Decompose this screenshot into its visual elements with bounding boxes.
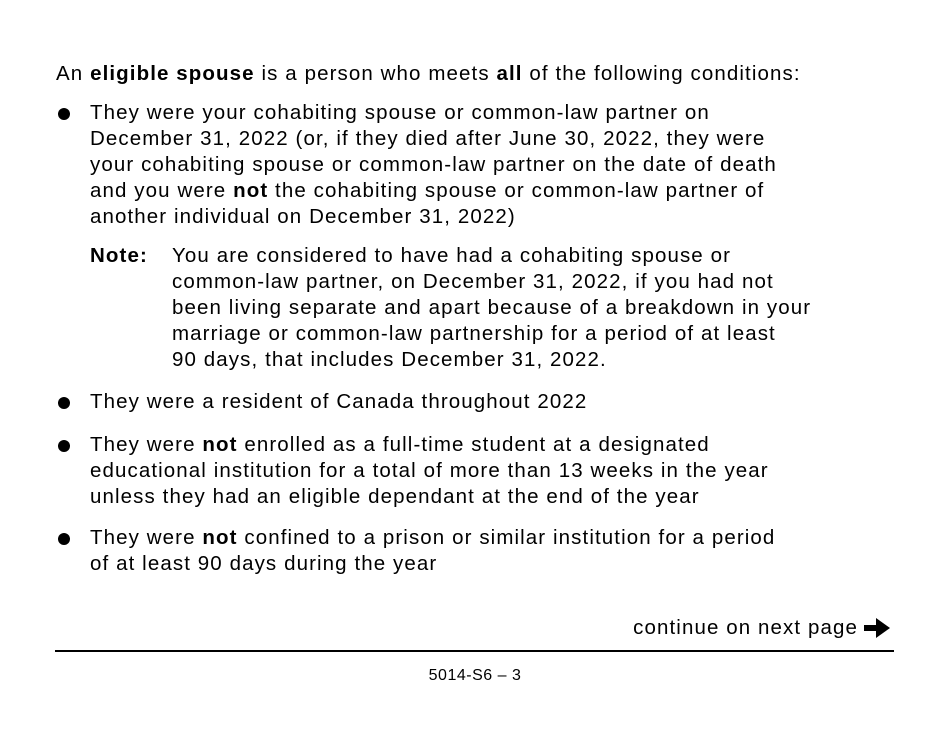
- page-number-footer: 5014-S6 – 3: [428, 667, 522, 684]
- footer-divider: [55, 650, 894, 652]
- condition-line: They were your cohabiting spouse or common-law partner on: [90, 101, 710, 124]
- bullet-icon: [58, 533, 70, 545]
- arrow-right-icon: [862, 616, 892, 640]
- intro-emphasis: all: [496, 62, 523, 85]
- text-fragment: They were: [90, 433, 203, 456]
- note-body: [172, 243, 912, 373]
- emphasis-not: not: [202, 526, 238, 549]
- note-line: marriage or common-law partnership for a period of at least: [172, 322, 776, 345]
- text-fragment: They were: [90, 526, 203, 549]
- text-fragment: and you were: [90, 179, 234, 202]
- bullet-icon: [58, 108, 70, 120]
- intro-middle: is a person who meets: [254, 62, 497, 85]
- intro-paragraph: [56, 61, 801, 87]
- condition-line: [90, 432, 920, 458]
- condition-line: December 31, 2022 (or, if they died after June 30, 2022, they were: [90, 127, 766, 150]
- condition-line: another individual on December 31, 2022): [90, 205, 516, 228]
- condition-item-student: [90, 432, 920, 510]
- condition-line: [90, 525, 920, 551]
- intro-term: eligible spouse: [90, 62, 255, 85]
- note-line: common-law partner, on December 31, 2022, if you had not: [172, 270, 774, 293]
- bullet-icon: [58, 440, 70, 452]
- text-fragment: confined to a prison or similar institution for a period: [237, 526, 776, 549]
- intro-suffix: of the following conditions:: [522, 62, 801, 85]
- condition-line: They were a resident of Canada throughout 2022: [90, 390, 588, 413]
- condition-line: [90, 178, 920, 204]
- condition-item-resident: [90, 389, 920, 415]
- note-line: 90 days, that includes December 31, 2022.: [172, 348, 607, 371]
- condition-line: unless they had an eligible dependant at the end of the year: [90, 485, 700, 508]
- note-label: Note:: [90, 244, 148, 267]
- emphasis-not: not: [233, 179, 269, 202]
- note-line: been living separate and apart because of a breakdown in your: [172, 296, 812, 319]
- condition-line: of at least 90 days during the year: [90, 552, 438, 575]
- condition-item-prison: [90, 525, 920, 577]
- continue-link[interactable]: [633, 615, 892, 641]
- text-fragment: the cohabiting spouse or common-law partner of: [268, 179, 765, 202]
- intro-prefix: An: [56, 62, 91, 85]
- emphasis-not: not: [202, 433, 238, 456]
- note-line: You are considered to have had a cohabiting spouse or: [172, 244, 732, 267]
- condition-line: educational institution for a total of more than 13 weeks in the year: [90, 459, 769, 482]
- condition-item-cohabiting: [90, 100, 920, 230]
- continue-label: continue on next page: [633, 616, 858, 639]
- text-fragment: enrolled as a full-time student at a designated: [237, 433, 710, 456]
- condition-line: your cohabiting spouse or common-law partner on the date of death: [90, 153, 777, 176]
- bullet-icon: [58, 397, 70, 409]
